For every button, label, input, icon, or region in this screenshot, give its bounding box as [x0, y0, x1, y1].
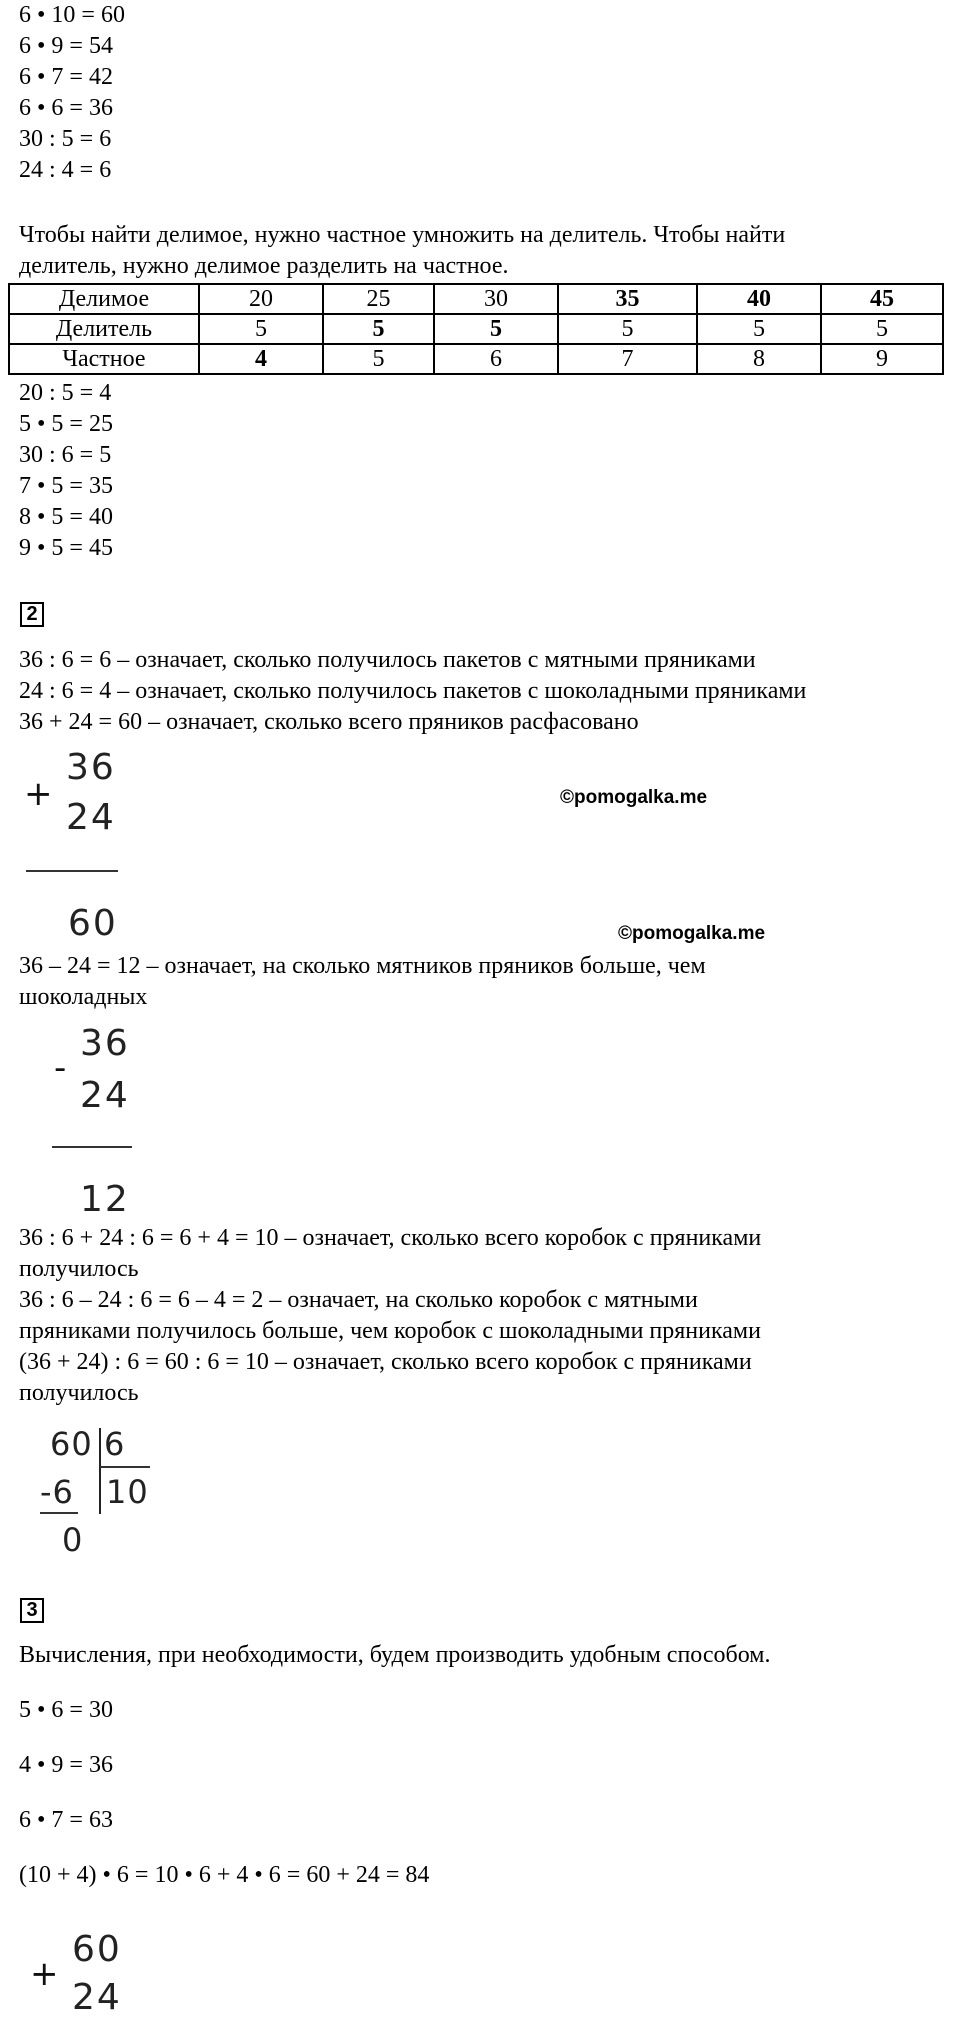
- text-line: (36 + 24) : 6 = 60 : 6 = 10 – означает, сколько всего коробок с пряниками: [19, 1349, 752, 1375]
- equation: (10 + 4) • 6 = 10 • 6 + 4 • 6 = 60 + 24 = 84: [19, 1862, 430, 1888]
- equation: 5 • 5 = 25: [19, 411, 113, 437]
- table-cell: 7: [558, 344, 697, 374]
- task-number-box: 2: [20, 602, 44, 627]
- table-row-dividend: [9, 284, 943, 314]
- equation: 30 : 6 = 5: [19, 442, 112, 468]
- equation: 8 • 5 = 40: [19, 504, 113, 530]
- sum-line: [26, 870, 118, 872]
- task-number-box: 3: [20, 1598, 44, 1623]
- equation: 30 : 5 = 6: [19, 126, 112, 152]
- table-cell: 5: [697, 314, 821, 344]
- task2-lines: [19, 645, 806, 738]
- dividend: 60: [50, 1425, 93, 1463]
- text-line: получилось: [19, 1256, 139, 1282]
- sum-result: 60: [68, 903, 118, 944]
- subtrahend: 24: [80, 1075, 130, 1116]
- table-cell: 45: [821, 284, 943, 314]
- text-line: 36 : 6 + 24 : 6 = 6 + 4 = 10 – означает, сколько всего коробок с пряниками: [19, 1225, 762, 1251]
- equation: 24 : 4 = 6: [19, 157, 112, 183]
- difference-result: 12: [80, 1179, 130, 1220]
- text-line: 36 + 24 = 60 – означает, сколько всего пряников расфасовано: [19, 709, 639, 735]
- equation: 6 • 7 = 63: [19, 1807, 113, 1833]
- division-subtract: -6: [40, 1473, 74, 1511]
- minus-sign: -: [54, 1048, 67, 1088]
- table-cell: 8: [697, 344, 821, 374]
- division-table: [8, 283, 944, 375]
- equations-top: [19, 0, 125, 186]
- divisor: 6: [104, 1425, 127, 1463]
- plus-sign: +: [24, 774, 53, 814]
- table-cell: 25: [323, 284, 434, 314]
- text-line: шоколадных: [19, 984, 148, 1010]
- text-line: получилось: [19, 1380, 139, 1406]
- equation: 9 • 5 = 45: [19, 535, 113, 561]
- table-cell: 5: [434, 314, 558, 344]
- table-cell: 5: [558, 314, 697, 344]
- task2-lines-after: [19, 1223, 761, 1409]
- text-line: пряниками получилось больше, чем коробок с шоколадными пряниками: [19, 1318, 761, 1344]
- text-line: 36 – 24 = 12 – означает, на сколько мятников пряников больше, чем: [19, 953, 706, 979]
- remainder: 0: [62, 1521, 85, 1559]
- addend-top: 60: [72, 1929, 122, 1970]
- addend-top: 36: [66, 747, 116, 788]
- equation: 7 • 5 = 35: [19, 473, 113, 499]
- plus-sign: +: [30, 1954, 59, 1994]
- row-header: Делимое: [9, 284, 199, 314]
- subtract-underline: [40, 1512, 78, 1514]
- equation: 6 • 7 = 42: [19, 64, 113, 90]
- table-cell: 5: [821, 314, 943, 344]
- quotient: 10: [106, 1473, 149, 1511]
- table-cell: 5: [199, 314, 323, 344]
- equation: 5 • 6 = 30: [19, 1697, 113, 1723]
- table-cell: 20: [199, 284, 323, 314]
- task3-intro: Вычисления, при необходимости, будем производить удобным способом.: [19, 1642, 771, 1668]
- row-header: Делитель: [9, 314, 199, 344]
- table-cell: 5: [323, 344, 434, 374]
- equation: 4 • 9 = 36: [19, 1752, 113, 1778]
- addend-bottom: 24: [66, 797, 116, 838]
- equations-bottom: [19, 378, 113, 564]
- watermark: ©pomogalka.me: [560, 787, 708, 808]
- divisor-underline: [100, 1466, 150, 1468]
- equation: 6 • 10 = 60: [19, 2, 125, 28]
- text-line: 36 : 6 – 24 : 6 = 6 – 4 = 2 – означает, на сколько коробок с мятными: [19, 1287, 698, 1313]
- table-row-divisor: [9, 314, 943, 344]
- difference-line: [52, 1146, 132, 1148]
- table-cell: 5: [323, 314, 434, 344]
- table-cell: 4: [199, 344, 323, 374]
- equation: 6 • 6 = 36: [19, 95, 113, 121]
- table-cell: 30: [434, 284, 558, 314]
- table-cell: 9: [821, 344, 943, 374]
- table-cell: 40: [697, 284, 821, 314]
- minuend: 36: [80, 1023, 130, 1064]
- division-vertical-line: [99, 1428, 101, 1514]
- table-row-quotient: [9, 344, 943, 374]
- addend-bottom: 24: [72, 1977, 122, 2018]
- equation: 6 • 9 = 54: [19, 33, 113, 59]
- equation: 20 : 5 = 4: [19, 380, 112, 406]
- table-cell: 35: [558, 284, 697, 314]
- row-header: Частное: [9, 344, 199, 374]
- rule-text-line-2: делитель, нужно делимое разделить на частное.: [19, 253, 509, 279]
- rule-text-line-1: Чтобы найти делимое, нужно частное умножить на делитель. Чтобы найти: [19, 222, 786, 248]
- text-line: 24 : 6 = 4 – означает, сколько получилось пакетов с шоколадными пряниками: [19, 678, 807, 704]
- table-cell: 6: [434, 344, 558, 374]
- text-line: 36 : 6 = 6 – означает, сколько получилось пакетов с мятными пряниками: [19, 647, 756, 673]
- watermark: ©pomogalka.me: [618, 923, 766, 944]
